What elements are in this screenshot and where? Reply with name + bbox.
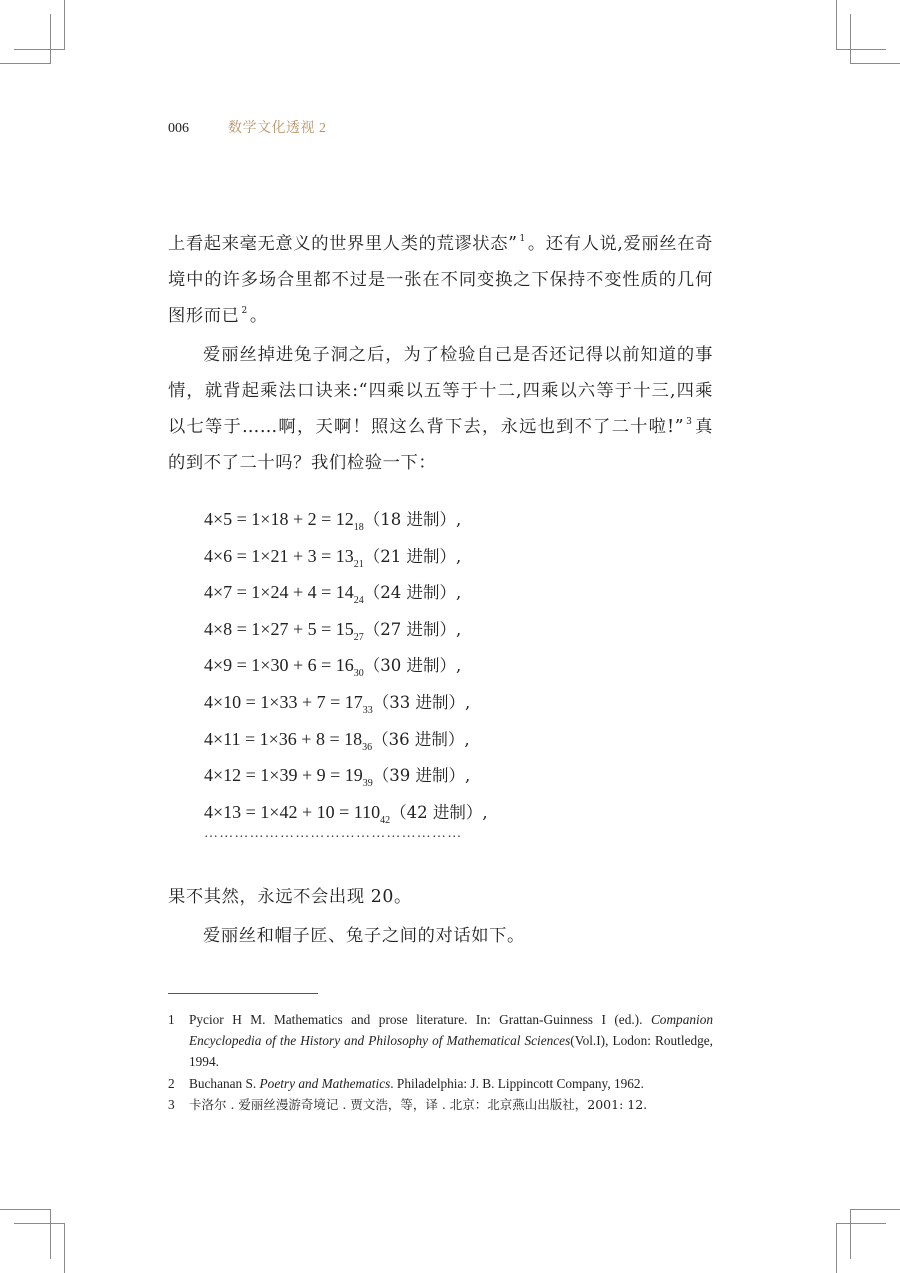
equation-expr: 4×6 = 1×21 + 3 = 13 xyxy=(204,545,354,566)
footnote-number: 3 xyxy=(168,1097,175,1112)
crop-mark-tr xyxy=(850,63,900,64)
footnote-item xyxy=(168,1009,713,1072)
equation-note: （18 进制）, xyxy=(363,510,462,529)
equation-list xyxy=(204,501,488,830)
page-number: 006 xyxy=(168,121,189,136)
equation-base: 30 xyxy=(353,668,364,680)
footnote-text xyxy=(189,1009,713,1072)
crop-mark-br xyxy=(850,1209,900,1210)
equation-row xyxy=(204,721,488,758)
para1-text: 。还有人说,爱丽丝在奇境中的许多场合里都不过是一张在不同变换之下保持不变性质的几何图形而已 xyxy=(168,234,713,326)
footnote-text-part: Buchanan S. xyxy=(189,1076,260,1091)
equation-base: 39 xyxy=(362,778,373,790)
footnote-text-part: Pycior H M. Mathematics and prose literature. In: Grattan-Guinness I (ed.). xyxy=(189,1012,651,1027)
crop-mark-br xyxy=(836,1223,886,1224)
crop-mark-br xyxy=(850,1209,851,1259)
equation-note: （30 进制）, xyxy=(363,656,462,676)
footnote-text xyxy=(189,1094,713,1115)
equation-note: （27 进制）, xyxy=(363,619,462,639)
crop-mark-tr xyxy=(836,0,837,50)
equation-row xyxy=(204,611,488,648)
equation-row xyxy=(204,684,488,721)
crop-mark-tl xyxy=(14,49,65,50)
paragraph-1 xyxy=(168,226,713,334)
crop-mark-tl xyxy=(64,0,65,49)
equation-row xyxy=(204,794,488,831)
equation-row xyxy=(204,538,488,575)
footnote-ref-3[interactable]: 3 xyxy=(686,417,693,427)
crop-mark-tr xyxy=(836,49,886,50)
equation-expr: 4×13 = 1×42 + 10 = 110 xyxy=(204,801,381,822)
equation-note: （24 进制）, xyxy=(363,583,462,603)
para1-text: 。 xyxy=(249,306,268,326)
para2-text: 爱丽丝掉进兔子洞之后，为了检验自己是否还记得以前知道的事情，就背起乘法口诀来:“四乘以五等于十二,四乘以六等于十三,四乘以七等于……啊，天啊！照这么背下去，永远也到不了二十啦!” xyxy=(168,345,713,437)
footnote-text-part: . Philadelphia: J. B. Lippincott Company, 1962. xyxy=(390,1076,644,1091)
para2-text: 真的到不了二十吗？我们检验一下： xyxy=(168,417,713,473)
running-header xyxy=(168,117,327,137)
equation-expr: 4×11 = 1×36 + 8 = 18 xyxy=(204,728,363,749)
equation-expr: 4×10 = 1×33 + 7 = 17 xyxy=(204,691,363,712)
equation-expr: 4×7 = 1×24 + 4 = 14 xyxy=(204,582,354,603)
paragraph-3: 果不其然，永远不会出现 20。 xyxy=(168,887,412,907)
book-title: 数学文化透视 2 xyxy=(228,121,327,136)
footnote-item xyxy=(168,1094,713,1115)
equation-row xyxy=(204,574,488,611)
equation-base: 36 xyxy=(362,741,373,753)
crop-mark-bl xyxy=(14,1223,65,1224)
footnote-title: Companion Encyclopedia of the History and Philosophy of Mathematical Sciences xyxy=(189,1012,713,1048)
equation-row xyxy=(204,501,488,538)
equation-note: （39 进制）, xyxy=(372,766,471,786)
footnote-ref-1[interactable]: 1 xyxy=(519,234,526,244)
footnote-text-part: 卡洛尔 . 爱丽丝漫游奇境记 . 贾文浩，等，译 . 北京：北京燕山出版社，2001: 12. xyxy=(189,1097,648,1112)
equation-base: 33 xyxy=(362,704,373,716)
equation-expr: 4×8 = 1×27 + 5 = 15 xyxy=(204,618,354,639)
crop-mark-bl xyxy=(64,1223,65,1273)
footnote-rule xyxy=(168,993,318,994)
equation-base: 42 xyxy=(380,814,391,826)
footnote-number: 1 xyxy=(168,1012,175,1027)
equation-row xyxy=(204,757,488,794)
equation-note: （33 进制）, xyxy=(372,692,471,712)
footnote-text xyxy=(189,1073,713,1094)
equation-base: 21 xyxy=(353,558,364,570)
crop-mark-br xyxy=(836,1223,837,1273)
equation-base: 24 xyxy=(353,595,364,607)
crop-mark-bl xyxy=(0,1209,51,1210)
crop-mark-tr xyxy=(850,14,851,64)
equation-expr: 4×12 = 1×39 + 9 = 19 xyxy=(204,765,363,786)
crop-mark-tl xyxy=(0,63,51,64)
para1-text: 上看起来毫无意义的世界里人类的荒谬状态” xyxy=(168,234,518,254)
equation-base: 18 xyxy=(353,522,364,533)
equation-row xyxy=(204,647,488,684)
paragraph-4: 爱丽丝和帽子匠、兔子之间的对话如下。 xyxy=(203,926,525,946)
equation-expr: 4×5 = 1×18 + 2 = 12 xyxy=(204,509,354,529)
footnote-title: Poetry and Mathematics xyxy=(259,1076,391,1091)
footnotes xyxy=(168,1009,713,1115)
equation-expr: 4×9 = 1×30 + 6 = 16 xyxy=(204,655,354,676)
crop-mark-tl xyxy=(50,14,51,64)
footnote-ref-2[interactable]: 2 xyxy=(241,306,248,316)
footnote-text-part: (Vol.I), Lodon: Routledge, 1994. xyxy=(189,1033,713,1069)
equation-base: 27 xyxy=(353,631,364,643)
paragraph-2 xyxy=(168,337,713,481)
footnote-item xyxy=(168,1073,713,1094)
footnote-number: 2 xyxy=(168,1076,175,1091)
equation-note: （36 进制）, xyxy=(372,729,470,749)
equation-note: （21 进制）, xyxy=(363,546,462,566)
ellipsis-line: …………………………………………… xyxy=(204,826,463,841)
crop-mark-bl xyxy=(50,1209,51,1259)
equation-note: （42 进制）, xyxy=(390,802,488,822)
